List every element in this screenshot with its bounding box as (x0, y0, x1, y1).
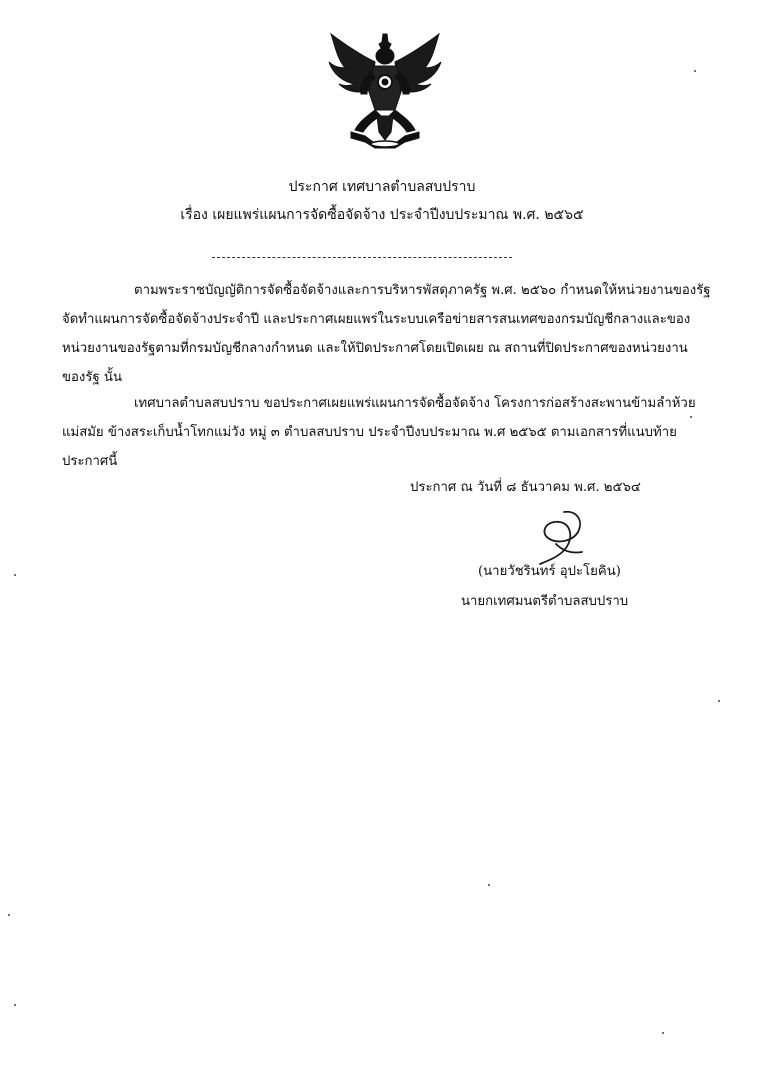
scan-speck (690, 416, 692, 418)
scan-speck (14, 1004, 16, 1006)
signature-mark (530, 508, 586, 568)
paragraph-2-line: ประกาศนี้ (62, 454, 118, 469)
paragraph-1-line: ตามพระราชบัญญัติการจัดซื้อจัดจ้างและการบริหารพัสดุภาครัฐ พ.ศ. ๒๕๖๐ กำหนดให้หน่วยงานของรัฐ (134, 283, 711, 298)
garuda-emblem-icon (325, 32, 445, 150)
paragraph-1-line: หน่วยงานของรัฐตามที่กรมบัญชีกลางกำหนด และให้ปิดประกาศโดยเปิดเผย ณ สถานที่ปิดประกาศของหน่วยงาน (62, 341, 688, 356)
announcement-title: ประกาศ เทศบาลตำบลสบปราบ (288, 179, 476, 195)
paragraph-2-line: เทศบาลตำบลสบปราบ ขอประกาศเผยแพร่แผนการจัดซื้อจัดจ้าง โครงการก่อสร้างสะพานข้ามลำห้วย (134, 396, 696, 411)
paragraph-1-line: จัดทำแผนการจัดซื้อจัดจ้างประจำปี และประกาศเผยแพร่ในระบบเครือข่ายสารสนเทศของกรมบัญชีกลางและของ (62, 312, 691, 327)
paragraph-1-line: ของรัฐ นั้น (62, 370, 122, 385)
scan-speck (14, 574, 16, 576)
paragraph-1 (62, 276, 711, 392)
scan-speck (694, 70, 696, 72)
signer-title: นายกเทศมนตรีตำบลสบปราบ (461, 594, 629, 609)
paragraph-2-line: แม่สมัย ข้างสระเก็บน้ำโทกแม่วัง หมู่ ๓ ตำบลสบปราบ ประจำปีงบประมาณ พ.ศ ๒๕๖๕ ตามเอกสารที่แนบท้าย (62, 425, 677, 440)
signer-name: (นายวัชรินทร์ อุปะโยคิน) (478, 564, 621, 579)
scan-speck (718, 700, 720, 702)
scan-speck (488, 884, 490, 886)
announcement-date: ประกาศ ณ วันที่ ๘ ธันวาคม พ.ศ. ๒๕๖๔ (410, 480, 641, 495)
scan-speck (8, 914, 10, 916)
paragraph-2 (62, 389, 702, 476)
announcement-subject: เรื่อง เผยแพร่แผนการจัดซื้อจัดจ้าง ประจำปีงบประมาณ พ.ศ. ๒๕๖๕ (180, 207, 584, 223)
scan-speck (662, 1032, 664, 1034)
divider-line (212, 257, 512, 258)
